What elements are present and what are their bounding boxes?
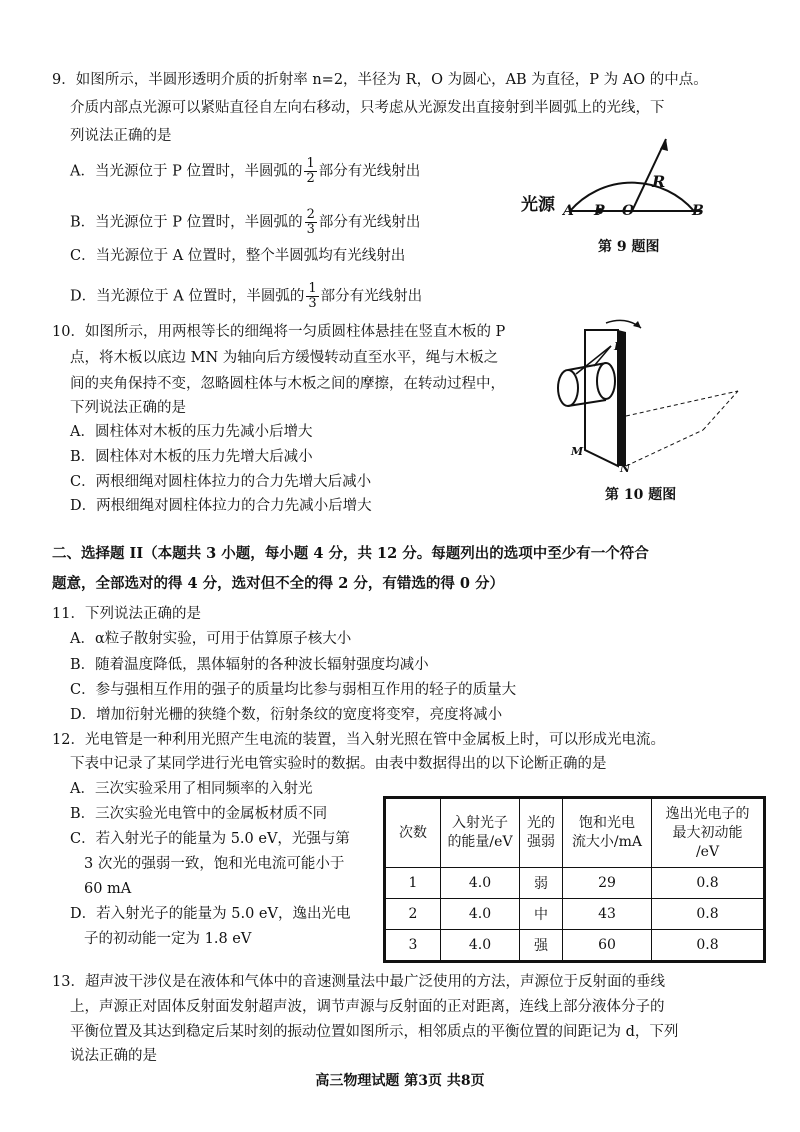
q13-stem-line-3: 平衡位置及其达到稳定后某时刻的振动位置如图所示，相邻质点的平衡位置的间距记为 d，下列 [70,1024,679,1040]
q9-label-b: B [692,203,704,219]
q9-semicircle-figure [520,125,720,235]
section-2-heading-line-1: 二、选择题 II（本题共 3 小题，每小题 4 分，共 12 分。每题列出的选项中至少有一个符合 [52,545,649,562]
q11-option-b: B．随着温度降低，黑体辐射的各种波长辐射强度均减小 [70,657,429,673]
section-2-heading-line-2: 题意，全部选对的得 4 分，选对但不全的得 2 分，有错选的得 0 分） [52,575,505,592]
q12-option-c-line-2: 3 次光的强弱一致，饱和光电流可能小于 [84,856,345,872]
q12-option-c-line-1: C．若入射光子的能量为 5.0 eV，光强与第 [70,831,350,847]
q9-source-label: 光源 [521,195,555,215]
fraction: $\frac{2}{3}$ [306,207,315,237]
header-cell: 饱和光电 流大小/mA [563,798,652,868]
table-cell: 0.8 [652,868,765,899]
q13-stem-line-4: 说法正确的是 [70,1048,157,1064]
table-row [385,930,765,962]
q12-stem-line-1: 12．光电管是一种利用光照产生电流的装置，当入射光照在管中金属板上时，可以形成光电流。 [52,732,665,748]
q10-label-m: M [571,445,584,458]
table-cell: 4.0 [441,868,520,899]
q9-label-p: P [594,203,605,219]
cylinder-end [558,370,578,406]
q9-label-a: A [563,203,574,219]
header-cell: 次数 [385,798,441,868]
header-cell: 光的 强弱 [520,798,563,868]
page-footer: 高三物理试题 第3页 共8页 [315,1073,485,1089]
table-cell: 3 [385,930,441,962]
table-cell: 29 [563,868,652,899]
header-cell: 入射光子 的能量/eV [441,798,520,868]
table-cell: 0.8 [652,930,765,962]
q9-stem-line-1: 9．如图所示，半圆形透明介质的折射率 n=2，半径为 R，O 为圆心，AB 为直径，P 为 AO 的中点。 [52,72,708,88]
q12-data-table [383,796,766,963]
table-cell: 4.0 [441,930,520,962]
table-cell: 强 [520,930,563,962]
q9-option-c: C．当光源位于 A 位置时，整个半圆弧均有光线射出 [70,248,406,264]
q13-stem-line-2: 上，声源正对固体反射面发射超声波，调节声源与反射面的正对距离，连线上部分液体分子的 [70,999,665,1015]
q9-label-r: R [652,172,666,191]
table-cell: 弱 [520,868,563,899]
q12-option-d-line-2: 子的初动能一定为 1.8 eV [84,931,252,947]
q12-option-d-line-1: D．若入射光子的能量为 5.0 eV，逸出光电 [70,906,351,922]
table-cell: 60 [563,930,652,962]
table-cell: 中 [520,899,563,930]
q11-option-c: C．参与强相互作用的强子的质量均比参与弱相互作用的轻子的质量大 [70,682,517,698]
q12-stem-line-2: 下表中记录了某同学进行光电管实验时的数据。由表中数据得出的以下论断正确的是 [70,756,607,772]
q10-stem-line-2: 点，将木板以底边 MN 为轴向后方缓慢转动直至水平，绳与木板之 [70,350,499,366]
table-row [385,868,765,899]
table-cell: 43 [563,899,652,930]
cylinder-body [597,363,615,399]
q9-option-a: A．当光源位于 P 位置时，半圆弧的 $\frac{1}{2}$ 部分有光线射出 [70,156,421,186]
q11-option-d: D．增加衍射光栅的狭缝个数，衍射条纹的宽度将变窄，亮度将减小 [70,707,503,723]
q11-stem: 11．下列说法正确的是 [52,606,201,622]
q9-stem-line-3: 列说法正确的是 [70,128,172,144]
fraction: $\frac{1}{2}$ [306,156,315,186]
q10-option-a: A．圆柱体对木板的压力先减小后增大 [70,424,313,440]
q11-option-a: A．α粒子散射实验，可用于估算原子核大小 [70,631,352,647]
q12-option-a: A．三次实验采用了相同频率的入射光 [70,781,313,797]
q10-stem-line-3: 间的夹角保持不变，忽略圆柱体与木板之间的摩擦，在转动过程中， [70,376,505,392]
q10-stem-line-4: 下列说法正确的是 [70,400,186,416]
radius-arrow-icon [660,139,668,151]
horizontal-position-line [626,430,703,466]
q10-option-d: D．两根细绳对圆柱体拉力的合力先减小后增大 [70,498,372,514]
q10-label-p: P [614,340,623,353]
q9-figure-caption: 第 9 题图 [598,239,660,255]
q10-option-c: C．两根细绳对圆柱体拉力的合力先增大后减小 [70,474,372,490]
header-cell: 逸出光电子的 最大初动能 /eV [652,798,765,868]
q10-figure-caption: 第 10 题图 [605,487,677,503]
table-cell: 0.8 [652,899,765,930]
table-cell: 1 [385,868,441,899]
fraction: $\frac{1}{3}$ [308,281,317,311]
table-cell: 2 [385,899,441,930]
q10-option-b: B．圆柱体对木板的压力先增大后减小 [70,449,313,465]
q9-stem-line-2: 介质内部点光源可以紧贴直径自左向右移动，只考虑从光源发出直接射到半圆弧上的光线，下 [70,100,665,116]
q9-option-d: D．当光源位于 A 位置时，半圆弧的 $\frac{1}{3}$ 部分有光线射出 [70,281,423,311]
q9-option-b: B．当光源位于 P 位置时，半圆弧的 $\frac{2}{3}$ 部分有光线射出 [70,207,421,237]
q10-label-n: N [620,462,631,475]
q12-option-c-line-3: 60 mA [84,881,132,897]
q10-stem-line-1: 10．如图所示，用两根等长的细绳将一匀质圆柱体悬挂在竖直木板的 P [52,324,506,340]
q13-stem-line-1: 13．超声波干涉仪是在液体和气体中的音速测量法中最广泛使用的方法，声源位于反射面的垂线 [52,974,665,990]
q12-option-b: B．三次实验光电管中的金属板材质不同 [70,806,328,822]
table-row [385,899,765,930]
table-cell: 4.0 [441,899,520,930]
table-header-row [385,798,765,868]
q9-label-o: O [622,203,635,219]
